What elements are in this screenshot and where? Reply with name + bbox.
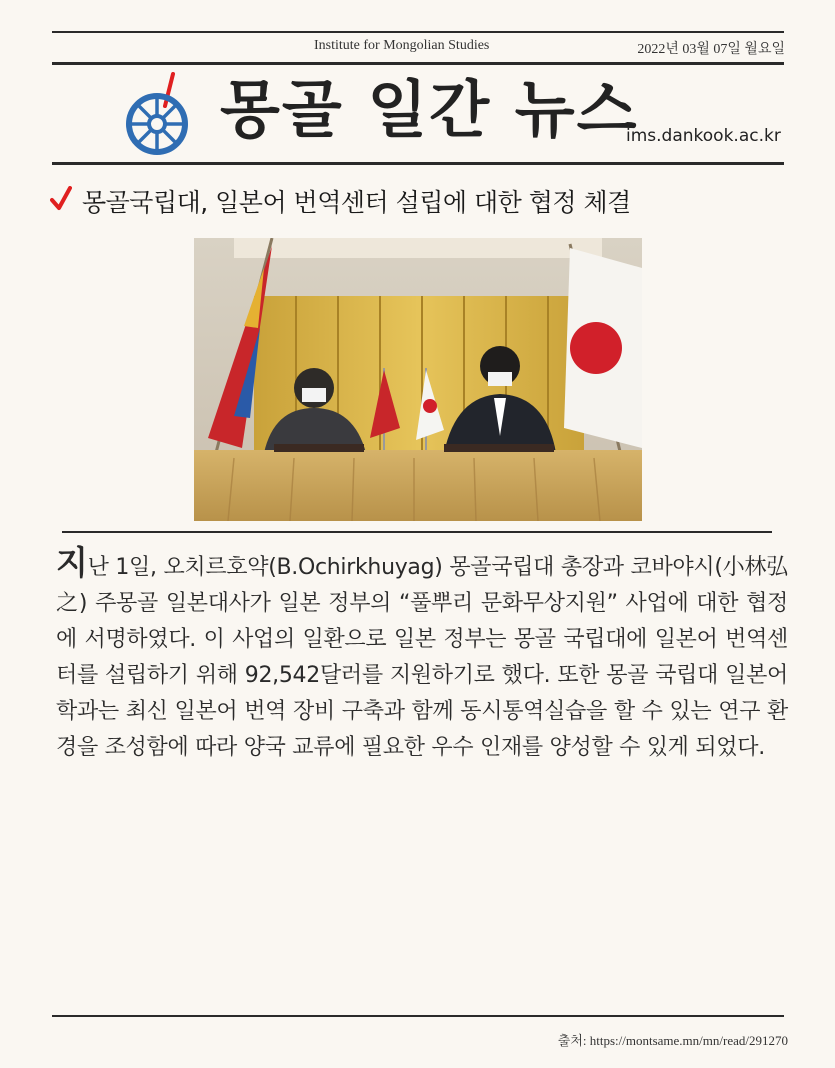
site-url[interactable]: ims.dankook.ac.kr	[626, 126, 781, 146]
article-headline: 몽골국립대, 일본어 번역센터 설립에 대한 협정 체결	[82, 188, 631, 217]
newsletter-title: 몽골 일간 뉴스	[220, 73, 639, 146]
wheel-logo-icon	[121, 72, 193, 158]
issue-date: 2022년 03월 07일 월요일	[637, 42, 785, 57]
signing-ceremony-photo	[194, 238, 642, 521]
source-link[interactable]: 출처: https://montsame.mn/mn/read/291270	[557, 1033, 788, 1048]
institute-name: Institute for Mongolian Studies	[314, 38, 490, 53]
footer-rule	[52, 1015, 784, 1017]
article-body	[56, 545, 788, 766]
header-rule	[52, 62, 784, 65]
title-rule	[52, 162, 784, 165]
photo-rule	[62, 531, 772, 533]
checkmark-icon	[50, 186, 72, 212]
article-body-text: 난 1일, 오치르호약(B.Ochirkhuyag) 몽골국립대 총장과 코바야시(小林弘之) 주몽골 일본대사가 일본 정부의 “풀뿌리 문화무상지원” 사업에 대한 협정에 서명하였다. 이 사업의 일환으로 일본 정부는 몽골 국립대에 일본어 번역센터를 설립하기 위해 92,542달러를 지원하기로 했다. 또한 몽골 국립대 일본어학과는 최신 일본어 번역 장비 구축과 함께 동시통역실습을 할 수 있는 연구 환경을 조성함에 따라 양국 교류에 필요한 우수 인재를 양성할 수 있게 되었다.	[56, 555, 788, 760]
top-rule	[52, 31, 784, 33]
dropcap: 지	[56, 543, 88, 582]
